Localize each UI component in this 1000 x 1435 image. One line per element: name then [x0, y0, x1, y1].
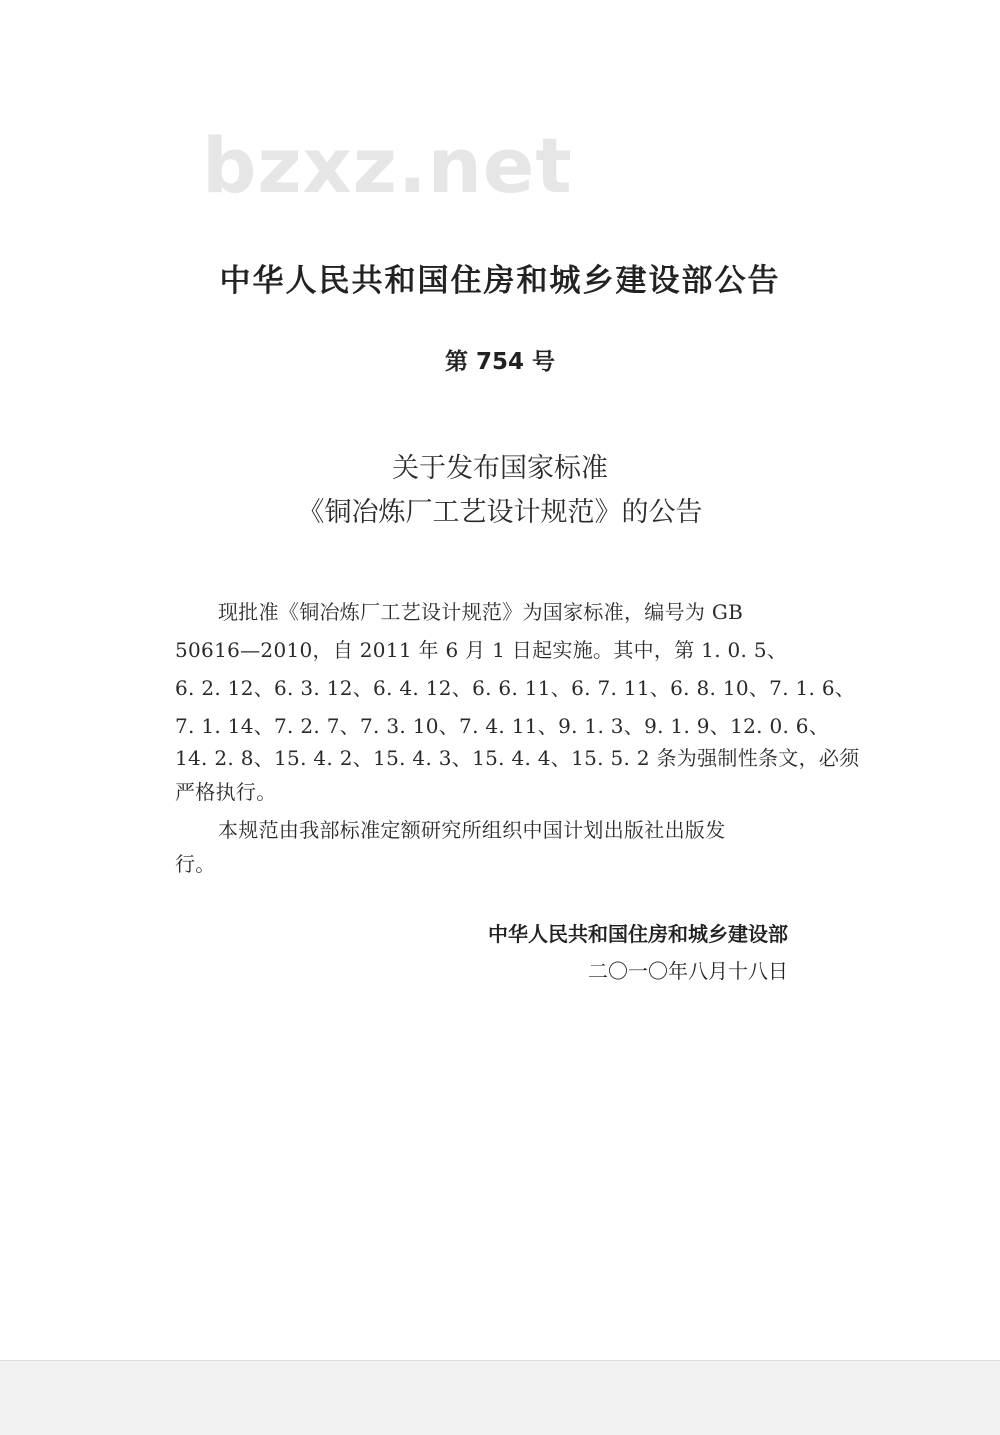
paragraph1-line: 现批准《铜冶炼厂工艺设计规范》为国家标准，编号为 GB [218, 600, 744, 624]
issuing-organization: 中华人民共和国住房和城乡建设部 [488, 922, 788, 946]
paragraph1-line: 50616—2010，自 2011 年 6 月 1 日起实施。其中，第 1. 0. 5、 [175, 638, 788, 662]
paragraph1-line: 严格执行。 [175, 780, 277, 804]
issue-date: 二〇一〇年八月十八日 [588, 959, 788, 983]
paragraph1-line: 7. 1. 14、7. 2. 7、7. 3. 10、7. 4. 11、9. 1. 3、9. 1. 9、12. 0. 6、 [175, 714, 830, 738]
paragraph2-line: 本规范由我部标准定额研究所组织中国计划出版社出版发 [218, 818, 726, 842]
paragraph2-line: 行。 [175, 852, 216, 876]
announcement-title: 中华人民共和国住房和城乡建设部公告 [219, 263, 781, 299]
paragraph1-line: 6. 2. 12、6. 3. 12、6. 4. 12、6. 6. 11、6. 7. 11、6. 8. 10、7. 1. 6、 [175, 676, 856, 700]
subject-line-2: 《铜冶炼厂工艺设计规范》的公告 [297, 497, 703, 528]
paragraph1-line: 14. 2. 8、15. 4. 2、15. 4. 3、15. 4. 4、15. 5. 2 条为强制性条文，必须 [175, 746, 860, 770]
watermark-text: bzxz.net [202, 121, 573, 210]
viewer-bottom-strip [0, 1360, 1000, 1435]
subject-line-1: 关于发布国家标准 [392, 453, 608, 484]
announcement-number: 第 754 号 [444, 349, 556, 375]
